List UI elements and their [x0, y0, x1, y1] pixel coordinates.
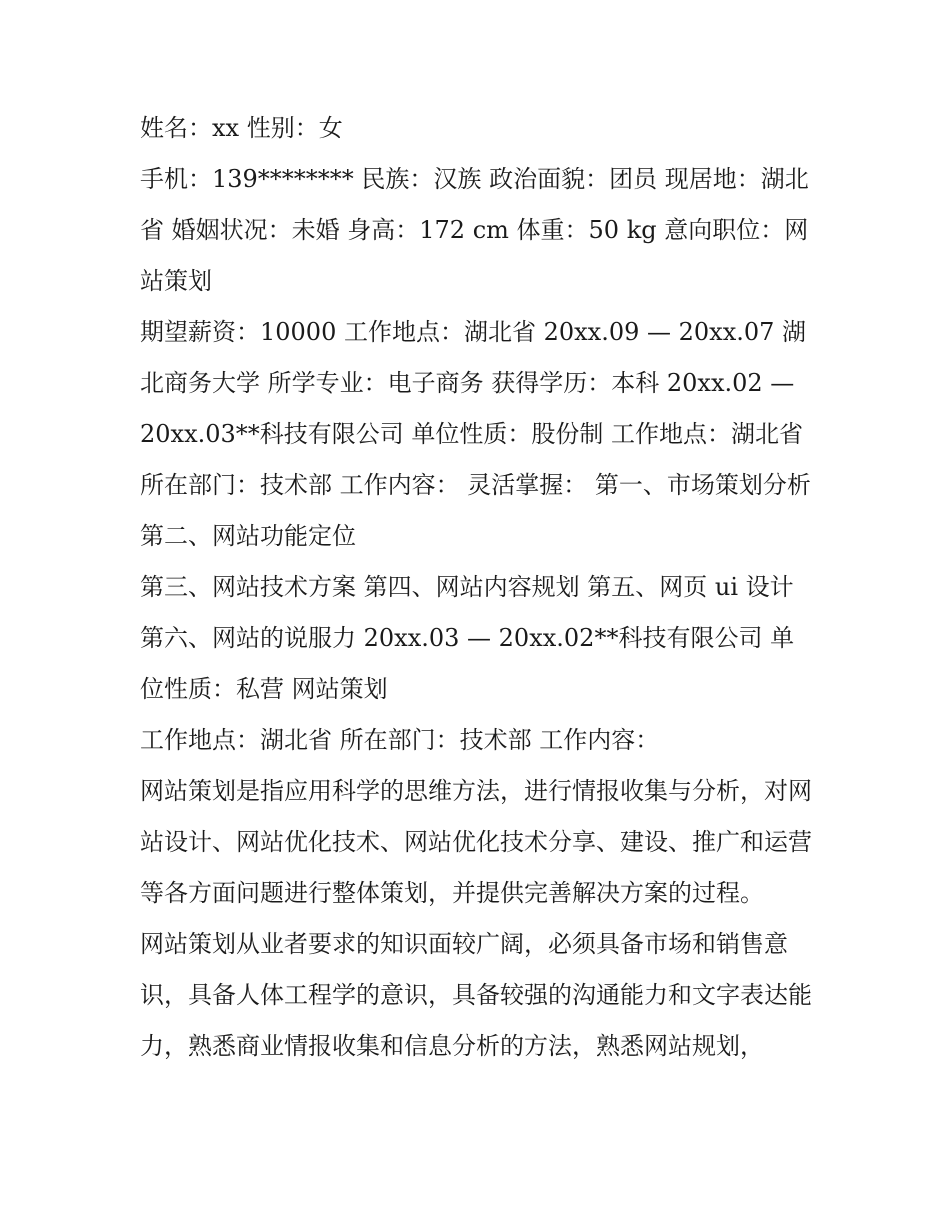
- paragraph-work-location: 工作地点：湖北省 所在部门：技术部 工作内容：: [140, 726, 660, 754]
- paragraph-basic-info: 姓名：xx 性别：女: [140, 114, 343, 142]
- paragraph-education-work-experience: 期望薪资：10000 工作地点：湖北省 20xx.09 — 20xx.07 湖北商务大学 所学专业：电子商务 获得学历：本科 20xx.02 — 20xx.03**科技有限公司 单位性质：股份制 工作地点：湖北省 所在部门：技术部 工作内容： 灵活掌握： 第一、市场策划分析 第二、网站功能定位: [140, 318, 811, 550]
- paragraph-website-planning-requirements: 网站策划从业者要求的知识面较广阔，必须具备市场和销售意识，具备人体工程学的意识，具备较强的沟通能力和文字表达能力，熟悉商业情报收集和信息分析的方法，熟悉网站规划，: [140, 930, 812, 1060]
- paragraph-website-planning-definition: 网站策划是指应用科学的思维方法，进行情报收集与分析，对网站设计、网站优化技术、网站优化技术分享、建设、推广和运营等各方面问题进行整体策划，并提供完善解决方案的过程。: [140, 777, 812, 907]
- paragraph-work-experience-2: 第三、网站技术方案 第四、网站内容规划 第五、网页 ui 设计 第六、网站的说服力 20xx.03 — 20xx.02**科技有限公司 单位性质：私营 网站策划: [140, 573, 795, 703]
- resume-document: [140, 103, 812, 1072]
- paragraph-personal-details: 手机：139******** 民族：汉族 政治面貌：团员 现居地：湖北省 婚姻状况：未婚 身高：172 cm 体重：50 kg 意向职位：网站策划: [140, 165, 809, 295]
